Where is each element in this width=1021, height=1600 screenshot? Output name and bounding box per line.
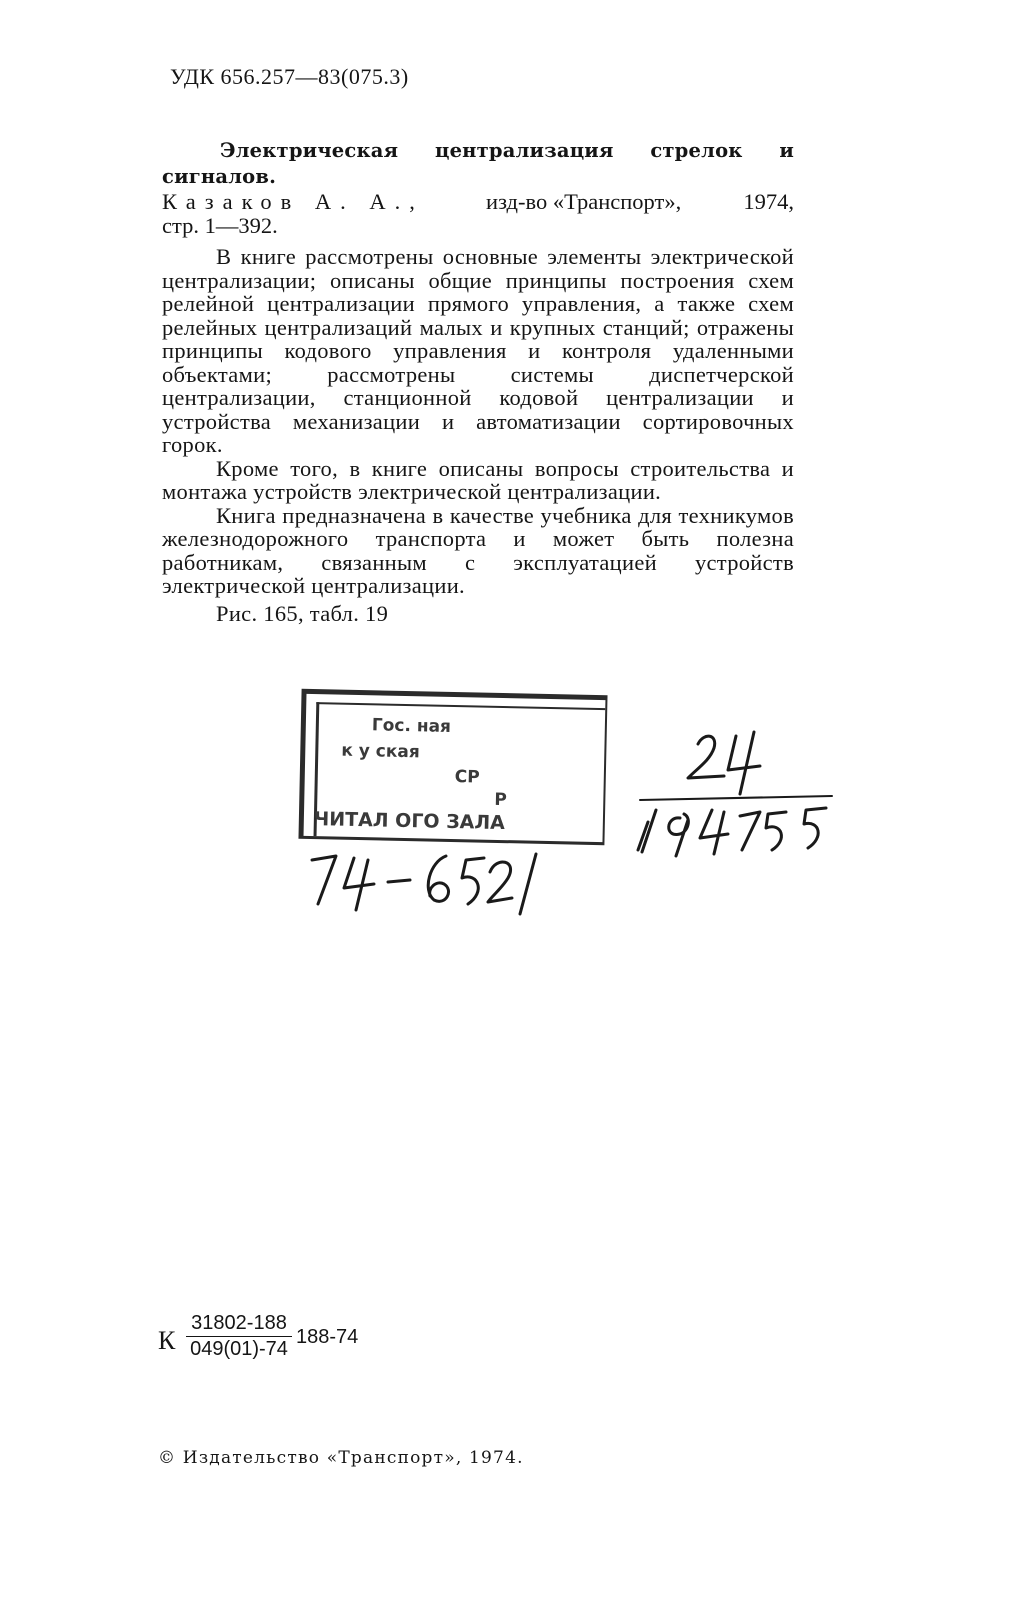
book-title: Электрическая централизация стрелок и сигналов.: [162, 139, 794, 188]
library-stamp: [298, 689, 607, 845]
abstract-block: [162, 138, 794, 625]
catalog-letter: К: [158, 1326, 176, 1355]
publication-year: 1974,: [743, 189, 794, 214]
bibliographic-reference: [162, 190, 794, 213]
author-name: Казаков А. А.,: [162, 189, 424, 214]
catalog-fraction: [186, 1312, 292, 1361]
catalog-denominator: 049(01)-74: [190, 1338, 288, 1360]
publisher: изд-во «Транспорт»,: [486, 189, 682, 214]
catalog-suffix: 188-74: [296, 1326, 359, 1348]
stamp-text: к у ская: [341, 740, 420, 763]
copyright-notice: © Издательство «Транспорт», 1974.: [158, 1448, 524, 1468]
handwritten-number: [306, 846, 542, 920]
abstract-paragraph: Книга предназначена в качестве учебника для техникумов железнодорожного транспорта и может быть полезна работникам, связанным с эксплуатацией устройств электрической централизации.: [162, 502, 794, 598]
stamp-text: Гос. ная: [371, 715, 452, 737]
handwritten-fraction: [636, 722, 836, 872]
stamp-text: Р: [494, 789, 507, 811]
page-range: стр. 1—392.: [162, 213, 278, 238]
stamp-text: ЧИТАЛ ОГО ЗАЛА: [313, 808, 506, 835]
abstract-paragraph: Кроме того, в книге описаны вопросы строительства и монтажа устройств электрической централизации.: [162, 455, 794, 504]
figures-count: Рис. 165, табл. 19: [216, 600, 389, 626]
abstract-paragraph: В книге рассмотрены основные элементы электрической централизации; описаны общие принципы построения схем релейной централизации прямого управления, а также схем релейных централизаций малых и крупных станций; отражены принципы кодового управления и контроля удаленными объектами; рассмотрены системы диспетчерской централизации, станционной кодовой централизации и устройства механизации и автоматизации сортировочных горок.: [162, 244, 794, 457]
stamp-text: СР: [454, 767, 480, 788]
catalog-numerator: 31802-188: [186, 1312, 292, 1337]
udk-code: УДК 656.257—83(075.3): [170, 64, 409, 89]
